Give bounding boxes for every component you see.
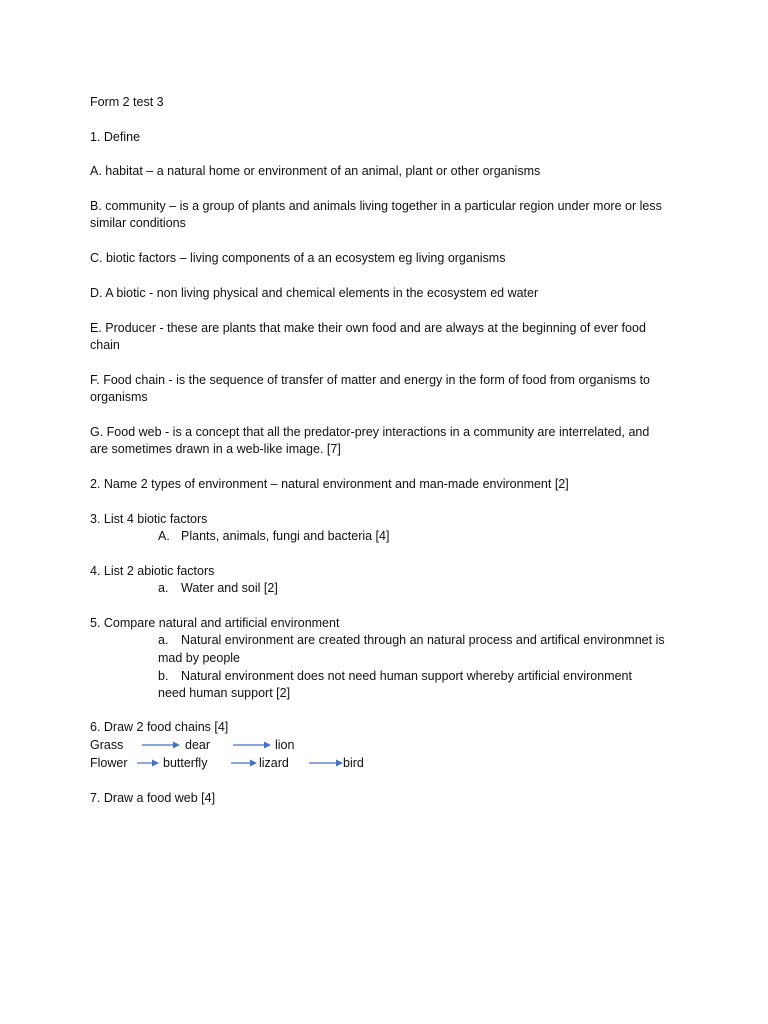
arrow-icon	[137, 756, 161, 770]
list-marker: a.	[158, 633, 169, 647]
arrow-icon	[142, 738, 182, 752]
question-4-answer	[158, 580, 278, 597]
answer-text: Natural environment are created through an natural process and artifical environmnet is	[181, 633, 665, 647]
food-chain-2	[90, 755, 490, 772]
chain-organism: lion	[275, 738, 295, 752]
definition-habitat: A. habitat – a natural home or environment of an animal, plant or other organisms	[90, 164, 541, 178]
answer-text: Water and soil [2]	[181, 581, 278, 595]
chain-organism: Flower	[90, 756, 128, 770]
definition-producer-cont: chain	[90, 338, 120, 352]
list-marker: a.	[158, 581, 169, 595]
definition-food-web: G. Food web - is a concept that all the predator-prey interactions in a community are interrelated, and	[90, 425, 650, 439]
question-6-heading: 6. Draw 2 food chains [4]	[90, 720, 229, 734]
definition-abiotic: D. A biotic - non living physical and chemical elements in the ecosystem ed water	[90, 286, 539, 300]
arrow-icon	[231, 756, 259, 770]
definition-food-chain: F. Food chain - is the sequence of transfer of matter and energy in the form of food from organisms to	[90, 373, 651, 387]
definition-biotic-factors: C. biotic factors – living components of a an ecosystem eg living organisms	[90, 251, 506, 265]
question-7: 7. Draw a food web [4]	[90, 791, 216, 805]
chain-organism: dear	[185, 738, 211, 752]
chain-organism: Grass	[90, 738, 124, 752]
chain-organism: lizard	[259, 756, 289, 770]
question-4-heading: 4. List 2 abiotic factors	[90, 564, 215, 578]
answer-text: Natural environment does not need human support whereby artificial environment	[181, 669, 632, 683]
question-5-answer-b-cont: need human support [2]	[158, 686, 291, 700]
question-2: 2. Name 2 types of environment – natural environment and man-made environment [2]	[90, 477, 569, 491]
question-5-answer-a-cont: mad by people	[158, 651, 241, 665]
document-title: Form 2 test 3	[90, 95, 164, 109]
list-marker: A.	[158, 529, 170, 543]
definition-community: B. community – is a group of plants and animals living together in a particular region under more or less	[90, 199, 662, 213]
question-5-heading: 5. Compare natural and artificial environment	[90, 616, 340, 630]
question-3-heading: 3. List 4 biotic factors	[90, 512, 208, 526]
arrow-icon	[309, 756, 345, 770]
definition-food-chain-cont: organisms	[90, 390, 148, 404]
definition-community-cont: similar conditions	[90, 216, 186, 230]
definition-food-web-cont: are sometimes drawn in a web-like image. [7]	[90, 442, 341, 456]
list-marker: b.	[158, 669, 169, 683]
definition-producer: E. Producer - these are plants that make their own food and are always at the beginning of ever food	[90, 321, 646, 335]
chain-organism: bird	[343, 756, 364, 770]
question-1-heading: 1. Define	[90, 130, 141, 144]
answer-text: Plants, animals, fungi and bacteria [4]	[181, 529, 390, 543]
food-chain-1	[90, 737, 490, 754]
chain-organism: butterfly	[163, 756, 208, 770]
arrow-icon	[233, 738, 273, 752]
question-5-answer-a	[158, 632, 665, 649]
question-5-answer-b	[158, 668, 632, 685]
question-3-answer	[158, 528, 389, 545]
